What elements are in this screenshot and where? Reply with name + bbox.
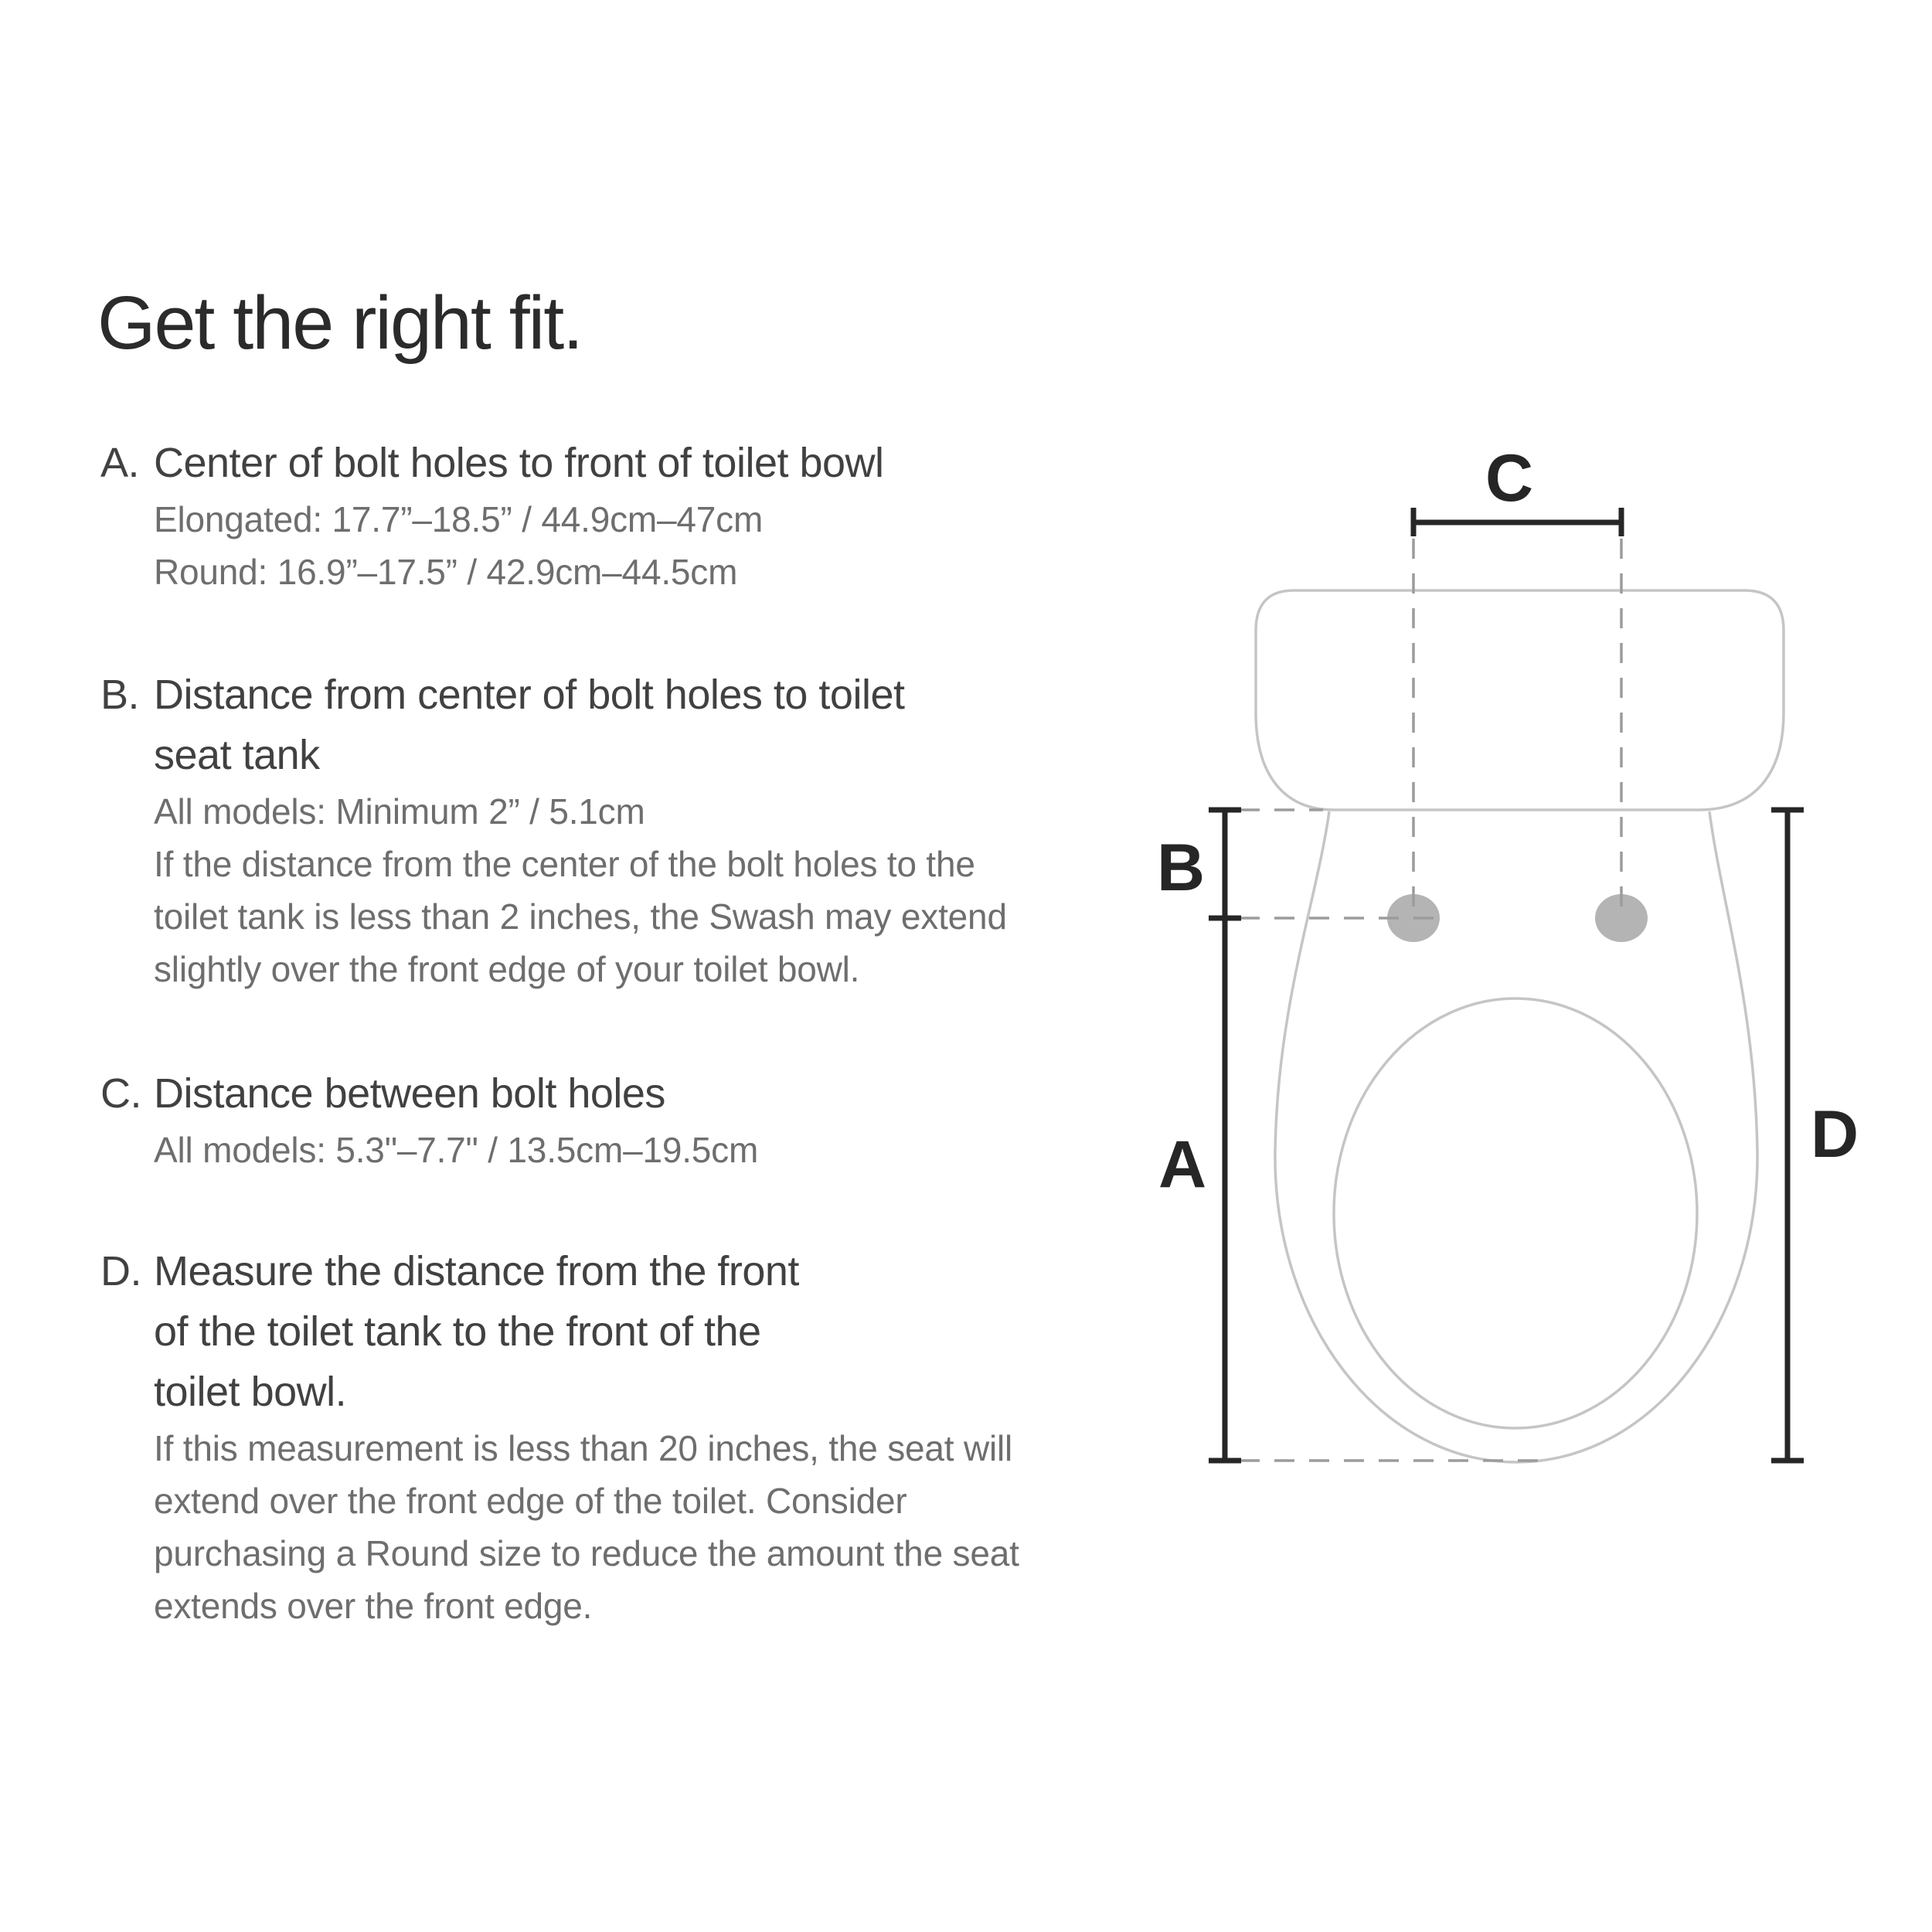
- dim-label-c: C: [1485, 441, 1534, 515]
- section-a-heading: Center of bolt holes to front of toilet bowl: [154, 440, 884, 486]
- section-b: [100, 665, 1167, 995]
- section-a-detail-elongated: Elongated: 17.7”–18.5” / 44.9cm–47cm: [154, 499, 764, 539]
- dim-label-d: D: [1810, 1097, 1859, 1172]
- section-b-heading-line-2: seat tank: [154, 732, 320, 778]
- section-d-heading-line-1: Measure the distance from the front: [154, 1248, 799, 1294]
- section-d-marker: D.: [100, 1248, 141, 1294]
- page-title: Get the right fit.: [97, 281, 583, 365]
- section-d-note-line-1: If this measurement is less than 20 inches, the seat will: [154, 1428, 1013, 1468]
- section-b-note-line-3: slightly over the front edge of your toilet bowl.: [154, 949, 860, 989]
- section-d-heading-line-2: of the toilet tank to the front of the: [154, 1308, 761, 1355]
- section-b-note-line-2: toilet tank is less than 2 inches, the Swash may extend: [154, 896, 1007, 937]
- section-c-detail-all-models: All models: 5.3"–7.7" / 13.5cm–19.5cm: [154, 1130, 759, 1170]
- section-c-heading: Distance between bolt holes: [154, 1070, 665, 1117]
- section-b-marker: B.: [100, 672, 140, 718]
- section-c-marker: C.: [100, 1070, 141, 1117]
- section-d-note-line-3: purchasing a Round size to reduce the amount the seat: [154, 1533, 1019, 1573]
- section-b-detail-all-models: All models: Minimum 2” / 5.1cm: [154, 791, 645, 832]
- section-c: [100, 1063, 1167, 1176]
- section-d-note-line-2: extend over the front edge of the toilet. Consider: [154, 1481, 907, 1521]
- section-d-note-line-4: extends over the front edge.: [154, 1586, 593, 1626]
- section-a-detail-round: Round: 16.9”–17.5” / 42.9cm–44.5cm: [154, 552, 738, 592]
- section-a-marker: A.: [100, 440, 140, 486]
- toilet-fit-diagram: [1113, 417, 1901, 1515]
- toilet-tank-outline: [1256, 590, 1784, 810]
- dim-label-b: B: [1156, 831, 1206, 905]
- section-b-heading-line-1: Distance from center of bolt holes to toilet: [154, 672, 905, 718]
- section-d-heading-line-3: toilet bowl.: [154, 1369, 347, 1415]
- section-a: [100, 433, 1167, 598]
- seat-opening-outline: [1334, 998, 1697, 1428]
- section-d: [100, 1241, 1167, 1632]
- section-b-note-line-1: If the distance from the center of the bolt holes to the: [154, 844, 975, 884]
- dim-label-a: A: [1158, 1128, 1207, 1202]
